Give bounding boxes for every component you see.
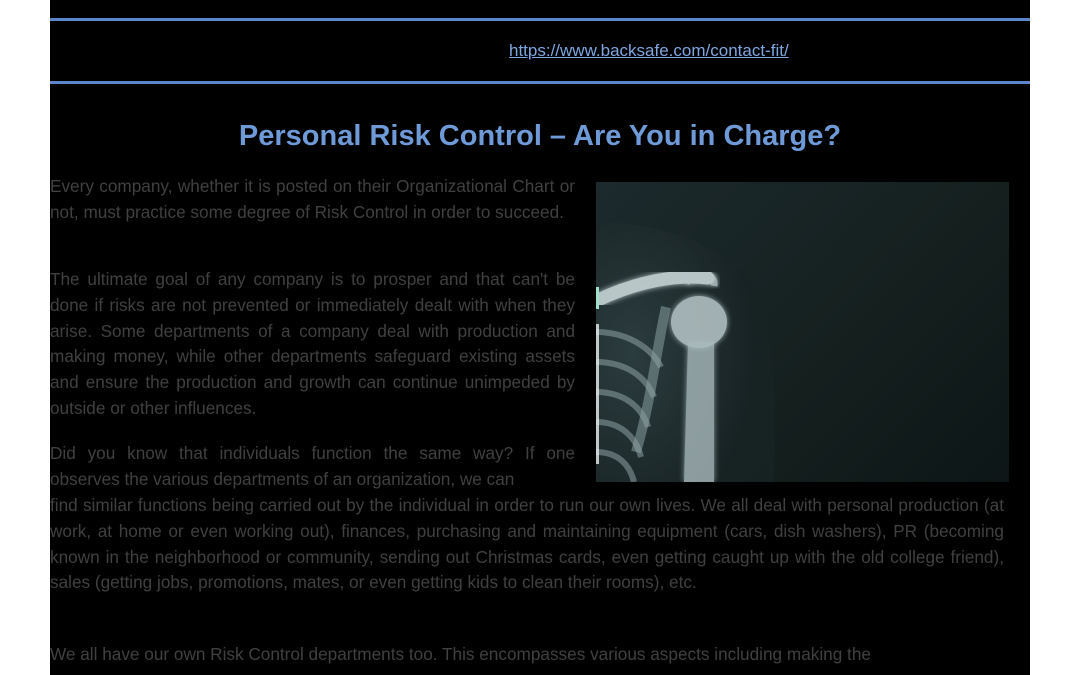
shoulder-xray-image [596,182,1009,482]
article-title: Personal Risk Control – Are You in Charge? [238,120,842,152]
paragraph-4: We all have our own Risk Control departments too. This encompasses various aspects including making the [50,644,871,664]
paragraph-1: Every company, whether it is posted on their Organizational Chart or not, must practice some degree of Risk Control in order to succeed. [50,176,575,222]
xray-drawing [596,182,1009,482]
document-page [50,0,1030,675]
header-rule-top [50,18,1030,21]
header-rule-bottom [50,81,1030,84]
paragraph-2: The ultimate goal of any company is to prosper and that can't be done if risks are not prevented or immediately dealt with when they arise. Some departments of a company deal with production and making money, while other departments safeguard existing assets and ensure the production and growth can continue unimpeded by outside or other influences. [50,269,575,418]
contact-link[interactable]: https://www.backsafe.com/contact-fit/ [509,41,789,60]
paragraph-3-start: Did you know that individuals function the same way? If one observes the various departments of an organization, we can [50,443,575,489]
paragraph-3-continued: find similar functions being carried out by the individual in order to run our own lives. We all deal with personal production (at work, at home or even working out), finances, purchasing and maintaining equipment (cars, dish washers), PR (becoming known in the neighborhood or community, sending out Christmas cards, even getting caught up with the old college friend), sales (getting jobs, promotions, mates, or even getting kids to clean their rooms), etc. [50,495,1004,593]
